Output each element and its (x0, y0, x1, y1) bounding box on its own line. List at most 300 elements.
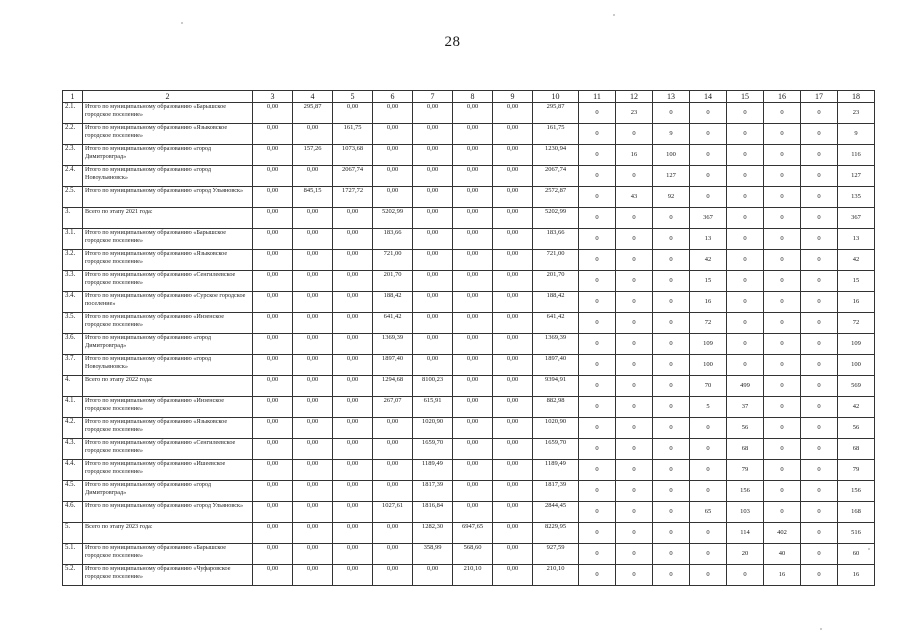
amount-cell: 1369,39 (373, 334, 413, 355)
amount-cell: 0,00 (413, 124, 453, 145)
amount-cell: 1294,68 (373, 376, 413, 397)
column-number: 9 (493, 91, 533, 103)
count-cell: 0 (616, 418, 653, 439)
count-cell: 23 (838, 103, 875, 124)
count-cell: 42 (690, 250, 727, 271)
count-cell: 0 (801, 145, 838, 166)
amount-cell: 0,00 (333, 355, 373, 376)
table-row (63, 229, 875, 250)
table-row (63, 145, 875, 166)
amount-cell: 0,00 (453, 292, 493, 313)
row-number: 3.2. (63, 250, 83, 271)
count-cell: 0 (616, 523, 653, 544)
count-cell: 0 (801, 481, 838, 502)
count-cell: 0 (579, 313, 616, 334)
count-cell: 0 (579, 439, 616, 460)
count-cell: 0 (764, 313, 801, 334)
count-cell: 0 (616, 565, 653, 586)
amount-cell: 0,00 (373, 124, 413, 145)
amount-cell: 0,00 (453, 334, 493, 355)
column-number: 6 (373, 91, 413, 103)
row-description: Итого по муниципальному образованию «город Новоульяновск» (83, 166, 253, 187)
column-number: 8 (453, 91, 493, 103)
count-cell: 0 (579, 145, 616, 166)
amount-cell: 2844,45 (533, 502, 579, 523)
row-number: 4.3. (63, 439, 83, 460)
count-cell: 0 (727, 166, 764, 187)
row-description: Итого по муниципальному образованию «Барышское городское поселение» (83, 229, 253, 250)
count-cell: 79 (838, 460, 875, 481)
row-description: Итого по муниципальному образованию «Сенгилеевское городское поселение» (83, 271, 253, 292)
amount-cell: 157,26 (293, 145, 333, 166)
amount-cell: 0,00 (453, 397, 493, 418)
table-row (63, 481, 875, 502)
row-description: Итого по муниципальному образованию «город Ульяновск» (83, 187, 253, 208)
count-cell: 0 (653, 397, 690, 418)
amount-cell: 358,99 (413, 544, 453, 565)
count-cell: 42 (838, 397, 875, 418)
amount-cell: 188,42 (533, 292, 579, 313)
amount-cell: 0,00 (293, 313, 333, 334)
amount-cell: 0,00 (413, 187, 453, 208)
amount-cell: 0,00 (453, 481, 493, 502)
count-cell: 0 (616, 124, 653, 145)
amount-cell: 845,15 (293, 187, 333, 208)
amount-cell: 0,00 (253, 460, 293, 481)
row-description: Итого по муниципальному образованию «город Димитровград» (83, 145, 253, 166)
amount-cell: 0,00 (493, 460, 533, 481)
amount-cell: 1230,94 (533, 145, 579, 166)
row-description: Итого по муниципальному образованию «Языковское городское поселение» (83, 250, 253, 271)
count-cell: 0 (616, 502, 653, 523)
count-cell: 0 (653, 271, 690, 292)
scan-speck (613, 14, 615, 16)
row-number: 2.4. (63, 166, 83, 187)
count-cell: 72 (690, 313, 727, 334)
count-cell: 16 (616, 145, 653, 166)
amount-cell: 0,00 (293, 208, 333, 229)
count-cell: 9 (838, 124, 875, 145)
count-cell: 0 (579, 523, 616, 544)
table-row (63, 292, 875, 313)
count-cell: 0 (579, 250, 616, 271)
count-cell: 0 (653, 376, 690, 397)
row-number: 5.1. (63, 544, 83, 565)
count-cell: 0 (801, 208, 838, 229)
amount-cell: 201,70 (373, 271, 413, 292)
amount-cell: 1897,40 (373, 355, 413, 376)
count-cell: 15 (838, 271, 875, 292)
count-cell: 0 (616, 271, 653, 292)
count-cell: 0 (727, 145, 764, 166)
column-number: 1 (63, 91, 83, 103)
amount-cell: 0,00 (453, 166, 493, 187)
count-cell: 0 (690, 124, 727, 145)
count-cell: 0 (616, 208, 653, 229)
amount-cell: 8229,95 (533, 523, 579, 544)
count-cell: 0 (653, 313, 690, 334)
amount-cell: 0,00 (493, 292, 533, 313)
amount-cell: 0,00 (333, 292, 373, 313)
column-number: 4 (293, 91, 333, 103)
count-cell: 0 (653, 565, 690, 586)
table-row (63, 418, 875, 439)
count-cell: 40 (764, 544, 801, 565)
amount-cell: 2572,87 (533, 187, 579, 208)
table-row (63, 124, 875, 145)
count-cell: 0 (801, 250, 838, 271)
count-cell: 0 (616, 376, 653, 397)
amount-cell: 641,42 (373, 313, 413, 334)
amount-cell: 0,00 (493, 313, 533, 334)
amount-cell: 0,00 (493, 481, 533, 502)
column-number: 17 (801, 91, 838, 103)
count-cell: 20 (727, 544, 764, 565)
amount-cell: 0,00 (293, 544, 333, 565)
count-cell: 0 (653, 292, 690, 313)
count-cell: 0 (616, 355, 653, 376)
amount-cell: 0,00 (493, 544, 533, 565)
amount-cell: 201,70 (533, 271, 579, 292)
table-row (63, 250, 875, 271)
amount-cell: 0,00 (333, 397, 373, 418)
count-cell: 116 (838, 145, 875, 166)
count-cell: 516 (838, 523, 875, 544)
amount-cell: 0,00 (293, 124, 333, 145)
count-cell: 0 (653, 334, 690, 355)
count-cell: 0 (690, 439, 727, 460)
count-cell: 15 (690, 271, 727, 292)
count-cell: 0 (579, 544, 616, 565)
amount-cell: 1817,39 (413, 481, 453, 502)
amount-cell: 1816,84 (413, 502, 453, 523)
row-number: 5. (63, 523, 83, 544)
column-number: 2 (83, 91, 253, 103)
count-cell: 0 (690, 166, 727, 187)
amount-cell: 5202,99 (373, 208, 413, 229)
count-cell: 16 (764, 565, 801, 586)
count-cell: 0 (579, 124, 616, 145)
count-cell: 0 (764, 124, 801, 145)
count-cell: 0 (801, 103, 838, 124)
amount-cell: 0,00 (333, 418, 373, 439)
count-cell: 68 (727, 439, 764, 460)
row-description: Всего по этапу 2022 года: (83, 376, 253, 397)
count-cell: 156 (838, 481, 875, 502)
scan-speck (181, 22, 183, 24)
count-cell: 156 (727, 481, 764, 502)
count-cell: 0 (690, 460, 727, 481)
count-cell: 0 (764, 439, 801, 460)
amount-cell: 0,00 (413, 355, 453, 376)
count-cell: 13 (690, 229, 727, 250)
amount-cell: 0,00 (333, 250, 373, 271)
amount-cell: 0,00 (293, 502, 333, 523)
row-description: Итого по муниципальному образованию «Языковское городское поселение» (83, 418, 253, 439)
count-cell: 0 (727, 313, 764, 334)
amount-cell: 0,00 (373, 103, 413, 124)
table-row (63, 313, 875, 334)
count-cell: 70 (690, 376, 727, 397)
row-description: Итого по муниципальному образованию «город Ульяновск» (83, 502, 253, 523)
column-number: 10 (533, 91, 579, 103)
row-number: 3.1. (63, 229, 83, 250)
row-description: Итого по муниципальному образованию «Чуфаровское городское поселение» (83, 565, 253, 586)
column-number: 5 (333, 91, 373, 103)
amount-cell: 0,00 (453, 376, 493, 397)
amount-cell: 0,00 (253, 313, 293, 334)
count-cell: 0 (653, 355, 690, 376)
amount-cell: 0,00 (333, 376, 373, 397)
count-cell: 0 (764, 355, 801, 376)
count-cell: 0 (616, 397, 653, 418)
amount-cell: 0,00 (253, 481, 293, 502)
count-cell: 0 (653, 544, 690, 565)
column-number: 13 (653, 91, 690, 103)
count-cell: 0 (801, 166, 838, 187)
amount-cell: 0,00 (373, 166, 413, 187)
amount-cell: 0,00 (253, 208, 293, 229)
amount-cell: 0,00 (413, 334, 453, 355)
amount-cell: 1020,90 (533, 418, 579, 439)
amount-cell: 5202,99 (533, 208, 579, 229)
column-number: 12 (616, 91, 653, 103)
count-cell: 100 (838, 355, 875, 376)
row-description: Итого по муниципальному образованию «Барышское городское поселение» (83, 103, 253, 124)
count-cell: 16 (690, 292, 727, 313)
count-cell: 0 (764, 103, 801, 124)
table-row (63, 460, 875, 481)
table-row (63, 355, 875, 376)
count-cell: 0 (801, 397, 838, 418)
count-cell: 0 (616, 166, 653, 187)
count-cell: 16 (838, 292, 875, 313)
count-cell: 0 (653, 439, 690, 460)
amount-cell: 0,00 (493, 145, 533, 166)
amount-cell: 1727,72 (333, 187, 373, 208)
amount-cell: 0,00 (453, 355, 493, 376)
count-cell: 0 (801, 418, 838, 439)
amount-cell: 0,00 (253, 502, 293, 523)
amount-cell: 1817,39 (533, 481, 579, 502)
amount-cell: 0,00 (333, 208, 373, 229)
amount-cell: 0,00 (373, 145, 413, 166)
amount-cell: 0,00 (253, 145, 293, 166)
count-cell: 0 (727, 271, 764, 292)
count-cell: 0 (801, 523, 838, 544)
row-number: 4.1. (63, 397, 83, 418)
amount-cell: 0,00 (453, 418, 493, 439)
amount-cell: 0,00 (453, 250, 493, 271)
count-cell: 0 (653, 250, 690, 271)
count-cell: 0 (579, 187, 616, 208)
amount-cell: 0,00 (293, 271, 333, 292)
amount-cell: 0,00 (453, 460, 493, 481)
count-cell: 0 (764, 460, 801, 481)
amount-cell: 0,00 (373, 460, 413, 481)
count-cell: 0 (764, 334, 801, 355)
count-cell: 0 (727, 250, 764, 271)
amount-cell: 0,00 (453, 229, 493, 250)
count-cell: 0 (653, 208, 690, 229)
count-cell: 0 (764, 208, 801, 229)
amount-cell: 0,00 (333, 502, 373, 523)
amount-cell: 0,00 (253, 334, 293, 355)
amount-cell: 0,00 (493, 376, 533, 397)
count-cell: 0 (616, 481, 653, 502)
row-number: 2.3. (63, 145, 83, 166)
column-number: 3 (253, 91, 293, 103)
count-cell: 0 (690, 187, 727, 208)
count-cell: 127 (838, 166, 875, 187)
count-cell: 0 (764, 271, 801, 292)
count-cell: 0 (653, 481, 690, 502)
amount-cell: 0,00 (493, 397, 533, 418)
count-cell: 43 (616, 187, 653, 208)
count-cell: 0 (579, 418, 616, 439)
count-cell: 0 (764, 397, 801, 418)
amount-cell: 0,00 (333, 334, 373, 355)
count-cell: 68 (838, 439, 875, 460)
amount-cell: 0,00 (493, 418, 533, 439)
count-cell: 37 (727, 397, 764, 418)
count-cell: 0 (690, 418, 727, 439)
count-cell: 9 (653, 124, 690, 145)
column-number: 14 (690, 91, 727, 103)
count-cell: 0 (616, 460, 653, 481)
amount-cell: 0,00 (333, 271, 373, 292)
amount-cell: 1073,68 (333, 145, 373, 166)
count-cell: 0 (653, 523, 690, 544)
count-cell: 0 (579, 481, 616, 502)
row-number: 2.5. (63, 187, 83, 208)
row-number: 4.6. (63, 502, 83, 523)
count-cell: 0 (727, 208, 764, 229)
count-cell: 0 (690, 544, 727, 565)
row-description: Итого по муниципальному образованию «Языковское городское поселение» (83, 124, 253, 145)
table-row (63, 439, 875, 460)
amount-cell: 615,91 (413, 397, 453, 418)
amount-cell: 0,00 (293, 523, 333, 544)
amount-cell: 721,00 (533, 250, 579, 271)
amount-cell: 0,00 (293, 355, 333, 376)
amount-cell: 0,00 (493, 229, 533, 250)
amount-cell: 0,00 (253, 187, 293, 208)
amount-cell: 0,00 (493, 355, 533, 376)
amount-cell: 0,00 (453, 187, 493, 208)
table-row (63, 166, 875, 187)
amount-cell: 210,10 (453, 565, 493, 586)
count-cell: 56 (727, 418, 764, 439)
amount-cell: 0,00 (373, 481, 413, 502)
amount-cell: 0,00 (253, 397, 293, 418)
amount-cell: 0,00 (493, 166, 533, 187)
count-cell: 0 (801, 124, 838, 145)
count-cell: 0 (801, 355, 838, 376)
count-cell: 569 (838, 376, 875, 397)
amount-cell: 0,00 (253, 271, 293, 292)
amount-cell: 0,00 (253, 355, 293, 376)
count-cell: 0 (616, 292, 653, 313)
amount-cell: 295,87 (293, 103, 333, 124)
amount-cell: 0,00 (373, 418, 413, 439)
count-cell: 72 (838, 313, 875, 334)
count-cell: 0 (801, 313, 838, 334)
count-cell: 0 (579, 460, 616, 481)
amount-cell: 0,00 (373, 439, 413, 460)
count-cell: 100 (690, 355, 727, 376)
count-cell: 0 (801, 376, 838, 397)
row-number: 4.4. (63, 460, 83, 481)
count-cell: 0 (616, 313, 653, 334)
amount-cell: 1659,70 (413, 439, 453, 460)
table-row (63, 208, 875, 229)
amount-cell: 1189,49 (413, 460, 453, 481)
amount-cell: 0,00 (373, 544, 413, 565)
amount-cell: 0,00 (253, 439, 293, 460)
count-cell: 103 (727, 502, 764, 523)
amount-cell: 1020,90 (413, 418, 453, 439)
table-row (63, 523, 875, 544)
amount-cell: 0,00 (333, 544, 373, 565)
amount-cell: 0,00 (493, 187, 533, 208)
amount-cell: 1897,40 (533, 355, 579, 376)
count-cell: 13 (838, 229, 875, 250)
amount-cell: 0,00 (493, 208, 533, 229)
amount-cell: 0,00 (333, 523, 373, 544)
amount-cell: 641,42 (533, 313, 579, 334)
count-cell: 0 (690, 481, 727, 502)
count-cell: 0 (579, 334, 616, 355)
amount-cell: 0,00 (333, 103, 373, 124)
table-row (63, 544, 875, 565)
column-number: 7 (413, 91, 453, 103)
amount-cell: 0,00 (493, 250, 533, 271)
amount-cell: 0,00 (413, 271, 453, 292)
row-number: 3.5. (63, 313, 83, 334)
count-cell: 0 (616, 544, 653, 565)
amount-cell: 0,00 (293, 292, 333, 313)
count-cell: 0 (616, 250, 653, 271)
count-cell: 0 (653, 229, 690, 250)
row-number: 2.1. (63, 103, 83, 124)
amount-cell: 183,66 (533, 229, 579, 250)
row-number: 4.5. (63, 481, 83, 502)
row-description: Итого по муниципальному образованию «Ишеевское городское поселение» (83, 460, 253, 481)
amount-cell: 1189,49 (533, 460, 579, 481)
row-description: Всего по этапу 2021 года: (83, 208, 253, 229)
count-cell: 499 (727, 376, 764, 397)
amount-cell: 0,00 (373, 565, 413, 586)
row-number: 3.3. (63, 271, 83, 292)
amount-cell: 0,00 (453, 313, 493, 334)
count-cell: 0 (801, 544, 838, 565)
row-description: Итого по муниципальному образованию «город Новоульяновск» (83, 355, 253, 376)
row-number: 3. (63, 208, 83, 229)
count-cell: 0 (727, 292, 764, 313)
amount-cell: 0,00 (493, 103, 533, 124)
column-number: 18 (838, 91, 875, 103)
column-number: 11 (579, 91, 616, 103)
count-cell: 0 (616, 439, 653, 460)
amount-cell: 1369,39 (533, 334, 579, 355)
amount-cell: 6947,65 (453, 523, 493, 544)
amount-cell: 1659,70 (533, 439, 579, 460)
count-cell: 109 (838, 334, 875, 355)
row-description: Итого по муниципальному образованию «Инзенское городское поселение» (83, 397, 253, 418)
amount-cell: 0,00 (453, 103, 493, 124)
row-description: Итого по муниципальному образованию «город Димитровград» (83, 334, 253, 355)
